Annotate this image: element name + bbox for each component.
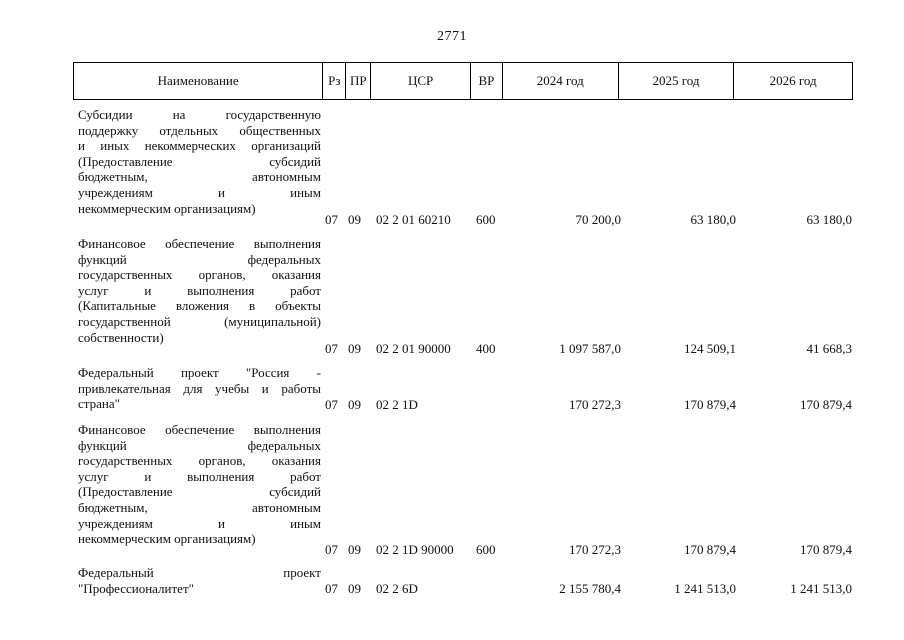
row-name-line: привлекательная для учебы и работы <box>78 380 321 396</box>
row-name-line: бюджетным, автономным <box>78 499 321 515</box>
table-row <box>73 107 853 228</box>
row-pr: 09 <box>348 341 361 357</box>
row-2024: 70 200,0 <box>575 212 621 228</box>
header-2026: 2026 год <box>769 73 817 88</box>
row-name-line: учреждениям и иным <box>78 515 321 531</box>
row-name-line: функций федеральных <box>78 251 321 267</box>
row-csr: 02 2 1D <box>376 397 418 413</box>
row-name-line: некоммерческим организациям) <box>78 200 256 216</box>
row-csr: 02 2 1D 90000 <box>376 542 454 558</box>
row-name-line: (Капитальные вложения в объекты <box>78 298 321 314</box>
row-vr: 400 <box>476 341 496 357</box>
row-name-line: государственных органов, оказания <box>78 453 321 469</box>
header-2024: 2024 год <box>503 63 619 99</box>
row-rz: 07 <box>325 212 338 228</box>
row-name-line: и иных некоммерческих организаций <box>78 138 321 154</box>
row-pr: 09 <box>348 581 361 597</box>
row-name <box>78 565 321 596</box>
page-number: 2771 <box>437 29 467 44</box>
table-header <box>73 62 853 100</box>
row-name-line: государственных органов, оказания <box>78 267 321 283</box>
row-name <box>78 365 321 412</box>
row-vr: 600 <box>476 212 496 228</box>
row-2026: 63 180,0 <box>806 212 852 228</box>
row-csr: 02 2 01 90000 <box>376 341 451 357</box>
row-rz: 07 <box>325 581 338 597</box>
row-rz: 07 <box>325 542 338 558</box>
row-name-line: государственной (муниципальной) <box>78 313 321 329</box>
header-2025: 2025 год <box>619 63 735 99</box>
header-csr: ЦСР <box>371 63 471 99</box>
row-name-line: бюджетным, автономным <box>78 169 321 185</box>
row-2026: 170 879,4 <box>800 397 852 413</box>
table-row <box>73 236 853 357</box>
row-rz: 07 <box>325 397 338 413</box>
row-2026: 1 241 513,0 <box>790 581 852 597</box>
row-rz: 07 <box>325 341 338 357</box>
row-2025: 1 241 513,0 <box>674 581 736 597</box>
row-name-line: услуг и выполнения работ <box>78 282 321 298</box>
row-2024: 170 272,3 <box>569 397 621 413</box>
row-2026: 41 668,3 <box>806 341 852 357</box>
row-pr: 09 <box>348 542 361 558</box>
row-name-line: учреждениям и иным <box>78 184 321 200</box>
row-name-line: Финансовое обеспечение выполнения <box>78 236 321 251</box>
row-name-line: собственности) <box>78 329 164 345</box>
header-pr: ПР <box>346 63 371 99</box>
table-row <box>73 422 853 558</box>
row-2025: 170 879,4 <box>684 542 736 558</box>
row-2026: 170 879,4 <box>800 542 852 558</box>
row-name <box>78 107 321 216</box>
header-vr: ВР <box>471 63 503 99</box>
row-name <box>78 236 321 345</box>
row-name-line: (Предоставление субсидий <box>78 153 321 169</box>
row-name-line: Федеральный проект <box>78 565 321 580</box>
row-name-line: страна" <box>78 396 120 412</box>
row-2025: 124 509,1 <box>684 341 736 357</box>
row-pr: 09 <box>348 212 361 228</box>
row-name-line: услуг и выполнения работ <box>78 468 321 484</box>
row-name-line: Субсидии на государственную <box>78 107 321 122</box>
row-csr: 02 2 01 60210 <box>376 212 451 228</box>
row-csr: 02 2 6D <box>376 581 418 597</box>
row-2024: 170 272,3 <box>569 542 621 558</box>
row-2025: 170 879,4 <box>684 397 736 413</box>
row-name-line: функций федеральных <box>78 437 321 453</box>
row-name-line: Федеральный проект "Россия - <box>78 365 321 380</box>
row-name-line: поддержку отдельных общественных <box>78 122 321 138</box>
row-name-line: "Профессионалитет" <box>78 580 194 596</box>
row-pr: 09 <box>348 397 361 413</box>
row-vr: 600 <box>476 542 496 558</box>
row-2025: 63 180,0 <box>690 212 736 228</box>
row-name-line: (Предоставление субсидий <box>78 484 321 500</box>
row-2024: 2 155 780,4 <box>559 581 621 597</box>
header-rz: Рз <box>323 63 346 99</box>
table-row <box>73 565 853 597</box>
header-name: Наименование <box>74 63 323 99</box>
row-name-line: некоммерческим организациям) <box>78 531 256 547</box>
row-2024: 1 097 587,0 <box>559 341 621 357</box>
row-name-line: Финансовое обеспечение выполнения <box>78 422 321 437</box>
row-name <box>78 422 321 547</box>
table-row <box>73 365 853 413</box>
